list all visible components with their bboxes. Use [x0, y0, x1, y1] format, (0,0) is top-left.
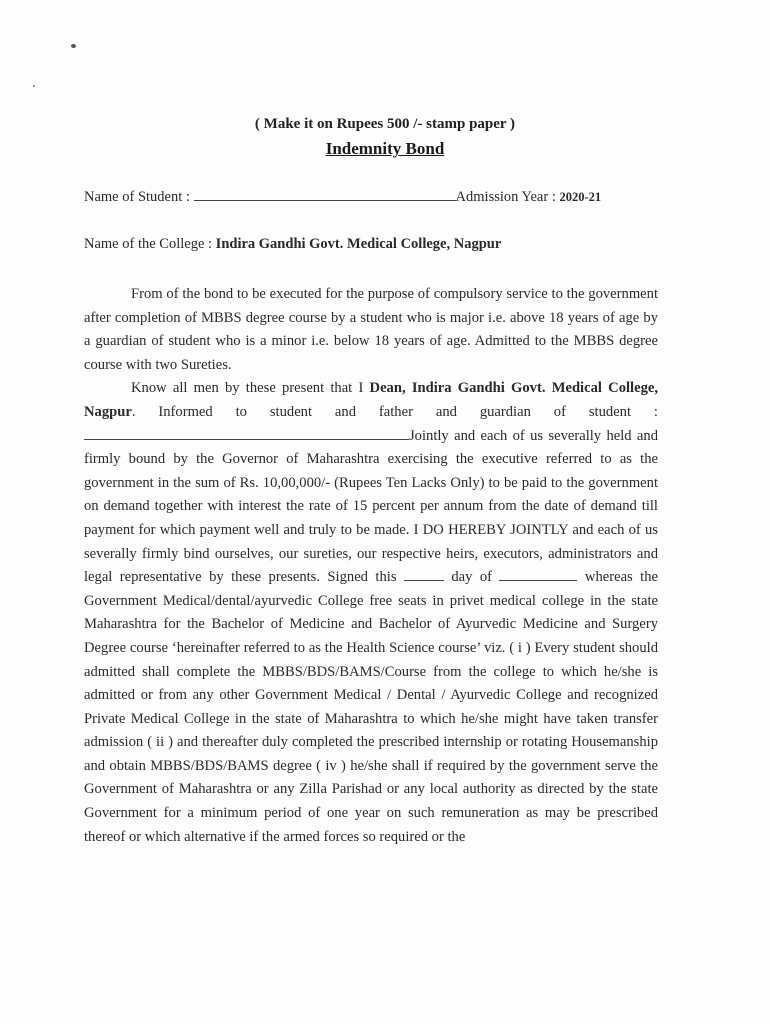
document-title: Indemnity Bond [325, 139, 445, 158]
para2-day-of: day of [443, 569, 500, 586]
college-row [84, 236, 658, 253]
bond-paragraph-2 [84, 377, 658, 849]
bond-paragraph-1: From of the bond to be executed for the purpose of compulsory service to the government after completion of MBBS degree course by a student who is major i.e. above 18 years of age by a guardian of student who is a minor i.e. below 18 years of age. Admitted to the MBBS degree course with two Sureties. [84, 286, 658, 373]
student-name-field[interactable] [194, 188, 456, 201]
para2-informed: . Informed to student and father and guardian of student : [131, 403, 658, 420]
signed-day-field[interactable] [404, 568, 444, 581]
college-name: Indira Gandhi Govt. Medical College, Nagpur [215, 236, 502, 252]
bond-body [84, 283, 658, 849]
para2-rest: whereas the Government Medical/dental/ayurvedic College free seats in privet medical college in the state Maharashtra for the Bachelor of Medicine and Bachelor of Ayurvedic Medicine and Surgery Degree course ‘hereinafter referred to as the Health Science course’ viz. ( i ) Every student should admitted shall complete the MBBS/BDS/BAMS/Course from the college to which he/she is admitted or from any other Government Medical / Dental / Ayurvedic College and recognized Private Medical College in the state of Maharashtra to which he/she might have taken transfer admission ( ii ) and thereafter duly completed the prescribed internship or rotating Housemanship and obtain MBBS/BDS/BAMS degree ( iv ) he/she shall if required by the government serve the Government of Maharashtra or any Zilla Parishad or any local authority as directed by the state Government for a minimum period of one year on such remuneration as may be prescribed thereof or which alternative if the armed forces so required or the [84, 569, 658, 845]
signed-month-field[interactable] [499, 568, 577, 581]
admission-year-value: 2020-21 [559, 190, 602, 204]
dean-name: Dean, Indira Gandhi Govt. Medical College, Nagpur [84, 380, 658, 420]
student-name-row [84, 188, 658, 206]
scan-speck [33, 85, 35, 87]
scan-speck [71, 44, 76, 48]
admission-year-label: Admission Year : [455, 189, 556, 205]
student-name-label: Name of Student : [84, 189, 190, 205]
guardian-name-field[interactable] [84, 427, 409, 440]
stamp-paper-note: ( Make it on Rupees 500 /- stamp paper ) [254, 116, 516, 132]
para2-body: Jointly and each of us severally held and firmly bound by the Governor of Maharashtra exercising the executive referred to as the government in the sum of Rs. 10,00,000/- (Rupees Ten Lacks Only) to be paid to the government on demand together with interest the rate of 15 percent per annum from the date of demand till payment for which payment well and truly to be made. I DO HEREBY JOINTLY and each of us severally firmly bind ourselves, our sureties, our respective heirs, executors, administrators and legal representative by these presents. Signed this [84, 427, 658, 586]
college-label: Name of the College : [84, 236, 213, 252]
para2-intro: Know all men by these present that I [131, 380, 370, 397]
